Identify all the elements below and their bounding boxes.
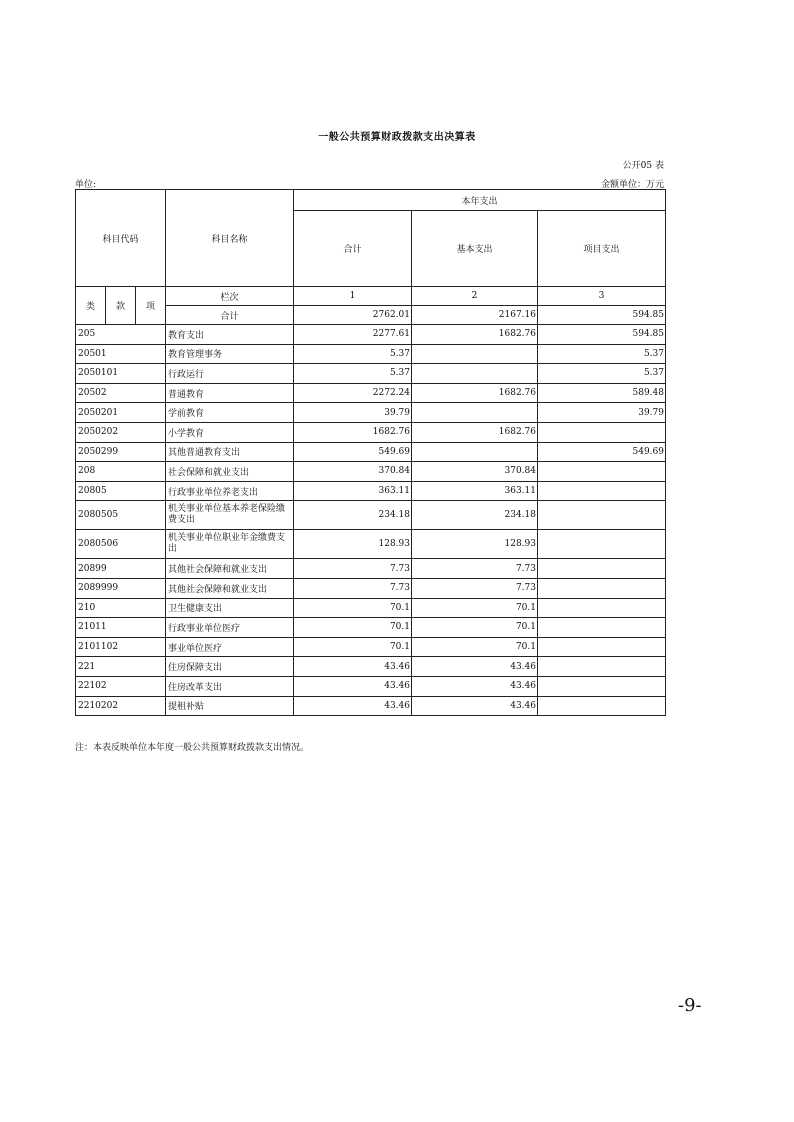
row-project: 589.48: [538, 383, 666, 403]
row-total: 70.1: [294, 598, 412, 618]
row-project: [538, 501, 666, 530]
row-code: 210: [76, 598, 166, 618]
row-code: 2080506: [76, 530, 166, 559]
row-code: 221: [76, 657, 166, 677]
row-name: 其他社会保障和就业支出: [166, 559, 294, 579]
row-name: 机关事业单位职业年金缴费支出: [166, 530, 294, 559]
summary-label: 合计: [166, 306, 294, 325]
table-row: [76, 481, 666, 501]
row-total: 1682.76: [294, 422, 412, 442]
row-basic: 43.46: [412, 676, 538, 696]
table-row: [76, 637, 666, 657]
row-project: [538, 422, 666, 442]
row-code: 2050299: [76, 442, 166, 462]
row-project: 549.69: [538, 442, 666, 462]
row-project: [538, 462, 666, 482]
row-total: 43.46: [294, 696, 412, 716]
row-code: 20502: [76, 383, 166, 403]
row-name: 事业单位医疗: [166, 637, 294, 657]
table-row: [76, 618, 666, 638]
row-project: 5.37: [538, 364, 666, 384]
row-name: 学前教育: [166, 403, 294, 423]
summary-basic: 2167.16: [412, 306, 538, 325]
row-basic: 7.73: [412, 559, 538, 579]
table-row: [76, 578, 666, 598]
header-name: 科目名称: [166, 190, 294, 287]
row-name: 行政事业单位医疗: [166, 618, 294, 638]
table-row: [76, 462, 666, 482]
row-code: 21011: [76, 618, 166, 638]
row-name: 教育管理事务: [166, 344, 294, 364]
row-total: 43.46: [294, 657, 412, 677]
row-total: 39.79: [294, 403, 412, 423]
row-name: 小学教育: [166, 422, 294, 442]
row-code: 20501: [76, 344, 166, 364]
row-name: 行政事业单位养老支出: [166, 481, 294, 501]
row-name: 住房改革支出: [166, 676, 294, 696]
row-basic: 70.1: [412, 598, 538, 618]
row-name: 卫生健康支出: [166, 598, 294, 618]
row-total: 549.69: [294, 442, 412, 462]
row-name: 其他社会保障和就业支出: [166, 578, 294, 598]
row-basic: [412, 442, 538, 462]
table-row: [76, 383, 666, 403]
expenditure-table: [75, 189, 666, 716]
row-code: 208: [76, 462, 166, 482]
table-row: [76, 344, 666, 364]
row-name: 机关事业单位基本养老保险缴费支出: [166, 501, 294, 530]
page-number: -9-: [678, 995, 702, 1016]
row-project: [538, 696, 666, 716]
row-project: 594.85: [538, 325, 666, 345]
row-basic: 1682.76: [412, 325, 538, 345]
row-code: 205: [76, 325, 166, 345]
row-project: [538, 637, 666, 657]
table-row: [76, 501, 666, 530]
table-row: [76, 325, 666, 345]
row-total: 128.93: [294, 530, 412, 559]
page-title: 一般公共预算财政拨款支出决算表: [318, 132, 476, 143]
table-row: [76, 442, 666, 462]
row-total: 5.37: [294, 364, 412, 384]
row-total: 234.18: [294, 501, 412, 530]
row-name: 住房保障支出: [166, 657, 294, 677]
row-code: 2089999: [76, 578, 166, 598]
row-code: 2050202: [76, 422, 166, 442]
row-total: 7.73: [294, 578, 412, 598]
row-total: 2277.61: [294, 325, 412, 345]
row-basic: 1682.76: [412, 383, 538, 403]
header-col-2: 2: [412, 287, 538, 306]
row-total: 70.1: [294, 618, 412, 638]
row-basic: 70.1: [412, 637, 538, 657]
header-basic: 基本支出: [412, 211, 538, 287]
summary-total: 2762.01: [294, 306, 412, 325]
table-note: 注：本表反映单位本年度一般公共预算财政拨款支出情况。: [75, 743, 310, 753]
header-col-3: 3: [538, 287, 666, 306]
row-project: 39.79: [538, 403, 666, 423]
row-total: 43.46: [294, 676, 412, 696]
summary-project: 594.85: [538, 306, 666, 325]
row-basic: [412, 364, 538, 384]
row-total: 7.73: [294, 559, 412, 579]
row-name: 行政运行: [166, 364, 294, 384]
row-name: 教育支出: [166, 325, 294, 345]
header-column-index: 栏次: [166, 287, 294, 306]
table-row: [76, 657, 666, 677]
row-total: 5.37: [294, 344, 412, 364]
row-basic: 43.46: [412, 696, 538, 716]
row-basic: 43.46: [412, 657, 538, 677]
row-total: 363.11: [294, 481, 412, 501]
row-basic: 1682.76: [412, 422, 538, 442]
row-project: 5.37: [538, 344, 666, 364]
row-project: [538, 559, 666, 579]
header-current-year: 本年支出: [294, 190, 666, 211]
row-basic: [412, 344, 538, 364]
header-col-1: 1: [294, 287, 412, 306]
table-row: [76, 559, 666, 579]
row-code: 2210202: [76, 696, 166, 716]
header-lei: 类: [76, 287, 106, 325]
header-total: 合计: [294, 211, 412, 287]
table-row: [76, 422, 666, 442]
table-row: [76, 696, 666, 716]
form-number: 公开05 表: [622, 161, 664, 171]
row-total: 370.84: [294, 462, 412, 482]
table-row: [76, 598, 666, 618]
row-total: 2272.24: [294, 383, 412, 403]
row-code: 2080505: [76, 501, 166, 530]
row-code: 2050101: [76, 364, 166, 384]
row-basic: 70.1: [412, 618, 538, 638]
row-project: [538, 481, 666, 501]
row-project: [538, 578, 666, 598]
row-project: [538, 657, 666, 677]
row-project: [538, 598, 666, 618]
row-code: 20899: [76, 559, 166, 579]
row-basic: 128.93: [412, 530, 538, 559]
table-row: [76, 364, 666, 384]
row-project: [538, 676, 666, 696]
row-basic: 234.18: [412, 501, 538, 530]
row-code: 2050201: [76, 403, 166, 423]
row-code: 2101102: [76, 637, 166, 657]
row-code: 22102: [76, 676, 166, 696]
table-row: [76, 530, 666, 559]
table-row: [76, 403, 666, 423]
unit-label: 单位:: [75, 180, 97, 190]
row-total: 70.1: [294, 637, 412, 657]
header-xiang: 项: [136, 287, 166, 325]
amount-unit: 金额单位：万元: [600, 180, 664, 190]
row-name: 其他普通教育支出: [166, 442, 294, 462]
row-basic: 7.73: [412, 578, 538, 598]
row-project: [538, 618, 666, 638]
table-row: [76, 676, 666, 696]
row-name: 提租补贴: [166, 696, 294, 716]
row-basic: 363.11: [412, 481, 538, 501]
header-project: 项目支出: [538, 211, 666, 287]
row-basic: [412, 403, 538, 423]
row-basic: 370.84: [412, 462, 538, 482]
row-code: 20805: [76, 481, 166, 501]
header-code: 科目代码: [76, 190, 166, 287]
header-kuan: 款: [106, 287, 136, 325]
row-name: 社会保障和就业支出: [166, 462, 294, 482]
row-project: [538, 530, 666, 559]
row-name: 普通教育: [166, 383, 294, 403]
